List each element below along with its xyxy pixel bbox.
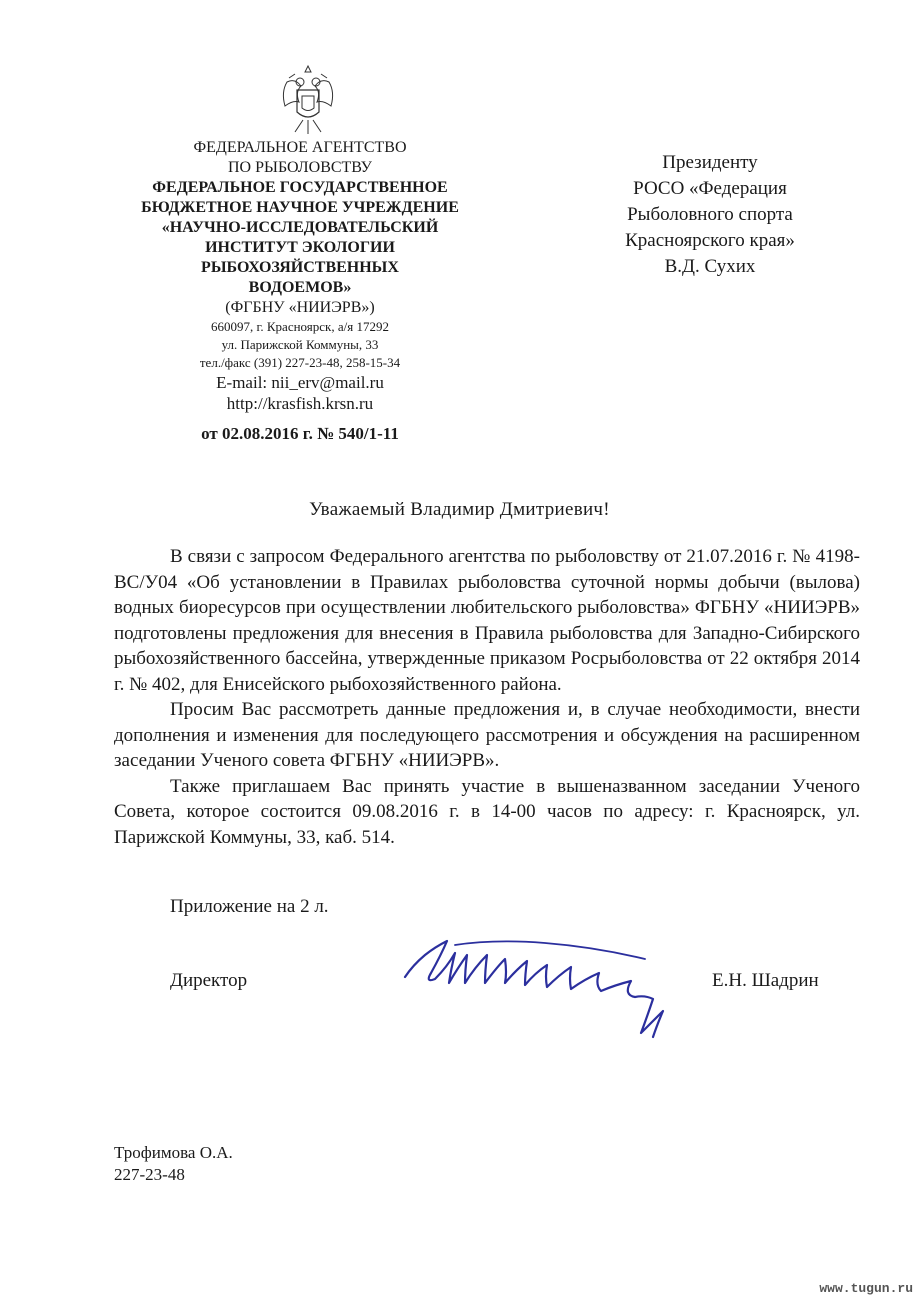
annex-note: Приложение на 2 л. xyxy=(170,896,329,917)
org-name-line: ВОДОЕМОВ» xyxy=(248,279,352,296)
body-paragraph: Просим Вас рассмотреть данные предложения и, в случае необходимости, внести дополнения и изменения для последующего рассмотрения и обсуждения на расширенном заседании Ученого совета ФГБНУ «НИИЭРВ». xyxy=(114,699,860,771)
executor-block xyxy=(114,1142,233,1186)
agency-line: ПО РЫБОЛОВСТВУ xyxy=(227,159,373,176)
org-name-line: БЮДЖЕТНОЕ НАУЧНОЕ УЧРЕЖДЕНИЕ xyxy=(141,199,459,216)
body-paragraph: В связи с запросом Федерального агентства по рыболовству от 21.07.2016 г. № 4198-ВС/У04 «Об установлении в Правилах рыболовства суточной нормы добычи (вылова) водных биоресурсов при осуществлении любительского рыболовства» ФГБНУ «НИИЭРВ» подготовлены предложения для внесения в Правила рыболовства для Западно-Сибирского рыбохозяйственного бассейна, утвержденные приказом Росрыболовства от 22 октября 2014 г. № 402, для Енисейского рыбохозяйственного района. xyxy=(114,546,860,695)
org-name-line: ИНСТИТУТ ЭКОЛОГИИ xyxy=(205,239,395,256)
handwritten-signature xyxy=(395,925,695,1055)
executor-phone: 227-23-48 xyxy=(114,1165,185,1184)
email: E-mail: nii_erv@mail.ru xyxy=(216,373,384,392)
street-address: ул. Парижской Коммуны, 33 xyxy=(221,337,379,352)
watermark: www.tugun.ru xyxy=(819,1281,913,1296)
agency-line: ФЕДЕРАЛЬНОЕ АГЕНТСТВО xyxy=(193,139,407,156)
addressee-line: Красноярского края» xyxy=(625,230,795,251)
phone-fax: тел./факс (391) 227-23-48, 258-15-34 xyxy=(199,355,401,370)
postal-address: 660097, г. Красноярск, а/я 17292 xyxy=(211,319,389,334)
signatory-name: Е.Н. Шадрин xyxy=(712,970,819,991)
org-abbreviation: (ФГБНУ «НИИЭРВ») xyxy=(225,299,375,316)
addressee-line: Рыболовного спорта xyxy=(627,204,793,225)
org-name-line: ФЕДЕРАЛЬНОЕ ГОСУДАРСТВЕННОЕ xyxy=(152,179,448,196)
addressee-line: В.Д. Сухих xyxy=(664,256,756,277)
letter-date-number: от 02.08.2016 г. № 540/1-11 xyxy=(201,424,399,443)
salutation: Уважаемый Владимир Дмитриевич! xyxy=(309,499,610,520)
letter-body xyxy=(114,544,860,850)
addressee-line: Президенту xyxy=(662,152,758,173)
addressee-line: РОСО «Федерация xyxy=(633,178,787,199)
signatory-title: Директор xyxy=(170,970,248,991)
body-paragraph: Также приглашаем Вас принять участие в вышеназванном заседании Ученого Совета, которое состоится 09.08.2016 г. в 14-00 часов по адресу: г. Красноярск, ул. Парижской Коммуны, 33, каб. 514. xyxy=(114,775,860,848)
executor-name: Трофимова О.А. xyxy=(114,1143,233,1162)
org-name-line: РЫБОХОЗЯЙСТВЕННЫХ xyxy=(201,259,399,276)
addressee-block xyxy=(560,150,860,280)
sender-block xyxy=(130,138,470,444)
website: http://krasfish.krsn.ru xyxy=(226,394,374,413)
coat-of-arms-emblem xyxy=(275,62,341,138)
org-name-line: «НАУЧНО-ИССЛЕДОВАТЕЛЬСКИЙ xyxy=(161,219,439,236)
